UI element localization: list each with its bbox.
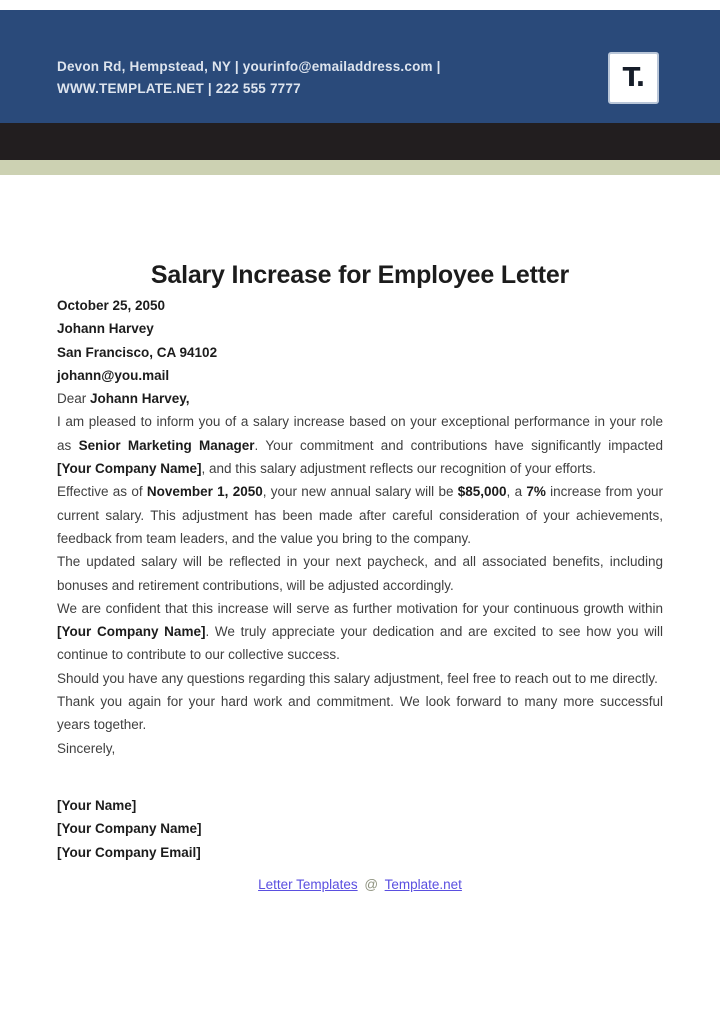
plain-text: . We truly appreciate your dedication and are excited to see how you will continue to contribute to our collective success. bbox=[57, 624, 663, 663]
letterhead-contact bbox=[57, 56, 441, 100]
signature-line: [Your Company Name] bbox=[57, 821, 202, 837]
recipient-line: October 25, 2050 bbox=[57, 298, 166, 313]
contact-line-1: Devon Rd, Hempstead, NY | yourinfo@emailaddress.com | bbox=[57, 58, 441, 74]
template-net-link[interactable]: Template.net bbox=[384, 876, 462, 892]
paragraph bbox=[57, 410, 663, 480]
plain-text: , and this salary adjustment reflects our recognition of your efforts. bbox=[201, 461, 596, 477]
signature-line: [Your Name] bbox=[57, 797, 137, 813]
logo-text: T. bbox=[622, 62, 645, 93]
plain-text: The updated salary will be reflected in your next paycheck, and all associated benefits, including bonuses and retirement contributions, will be adjusted accordingly. bbox=[57, 554, 663, 593]
plain-text: Should you have any questions regarding this salary adjustment, feel free to reach out to me directly. bbox=[57, 670, 658, 686]
recipient-line: johann@you.mail bbox=[57, 367, 170, 383]
sage-stripe bbox=[0, 160, 720, 175]
paragraph bbox=[57, 480, 663, 550]
paragraph bbox=[57, 690, 663, 737]
signature-block bbox=[57, 794, 663, 864]
emphasized-text: November 1, 2050 bbox=[146, 484, 263, 500]
paragraph bbox=[57, 597, 663, 667]
letter-content bbox=[0, 260, 720, 895]
plain-text: . Your commitment and contributions have significantly impacted bbox=[254, 437, 663, 453]
closing: Sincerely, bbox=[57, 740, 116, 756]
plain-text: I am pleased to inform you of a salary increase based on your exceptional performance in your role as bbox=[57, 414, 663, 453]
letterhead bbox=[0, 10, 720, 123]
paragraph bbox=[57, 667, 663, 690]
paragraph bbox=[57, 550, 663, 597]
plain-text: Effective as of bbox=[57, 484, 147, 500]
emphasized-text: Johann Harvey, bbox=[90, 391, 190, 407]
contact-line-2: WWW.TEMPLATE.NET | 222 555 7777 bbox=[57, 80, 301, 96]
plain-text: We are confident that this increase will serve as further motivation for your continuous growth within bbox=[57, 600, 663, 616]
top-white-strip bbox=[0, 0, 720, 10]
signature-line: [Your Company Email] bbox=[57, 844, 201, 860]
letter-templates-link[interactable]: Letter Templates bbox=[258, 876, 358, 892]
plain-text: , a bbox=[506, 484, 527, 500]
salutation bbox=[57, 387, 663, 410]
emphasized-text: [Your Company Name] bbox=[57, 461, 202, 477]
emphasized-text: 7% bbox=[526, 484, 546, 500]
letter-body bbox=[57, 387, 663, 760]
recipient-line: San Francisco, CA 94102 bbox=[57, 344, 218, 360]
plain-text: Thank you again for your hard work and commitment. We look forward to many more successful years together. bbox=[57, 694, 663, 733]
plain-text: increase from your current salary. This adjustment has been made after careful consideration of your achievements, feedback from team leaders, and the value you bring to the company. bbox=[57, 484, 663, 546]
footer-credit bbox=[57, 875, 663, 895]
emphasized-text: [Your Company Name] bbox=[57, 624, 206, 640]
emphasized-text: Senior Marketing Manager bbox=[78, 437, 255, 453]
footer-separator: @ bbox=[364, 876, 379, 892]
recipient-line: Johann Harvey bbox=[57, 321, 154, 337]
emphasized-text: $85,000 bbox=[457, 484, 507, 500]
template-logo bbox=[608, 52, 659, 104]
black-stripe bbox=[0, 123, 720, 160]
plain-text: , your new annual salary will be bbox=[262, 484, 458, 500]
recipient-block bbox=[57, 294, 663, 387]
plain-text: Dear bbox=[57, 391, 91, 407]
letter-title: Salary Increase for Employee Letter bbox=[150, 261, 570, 289]
